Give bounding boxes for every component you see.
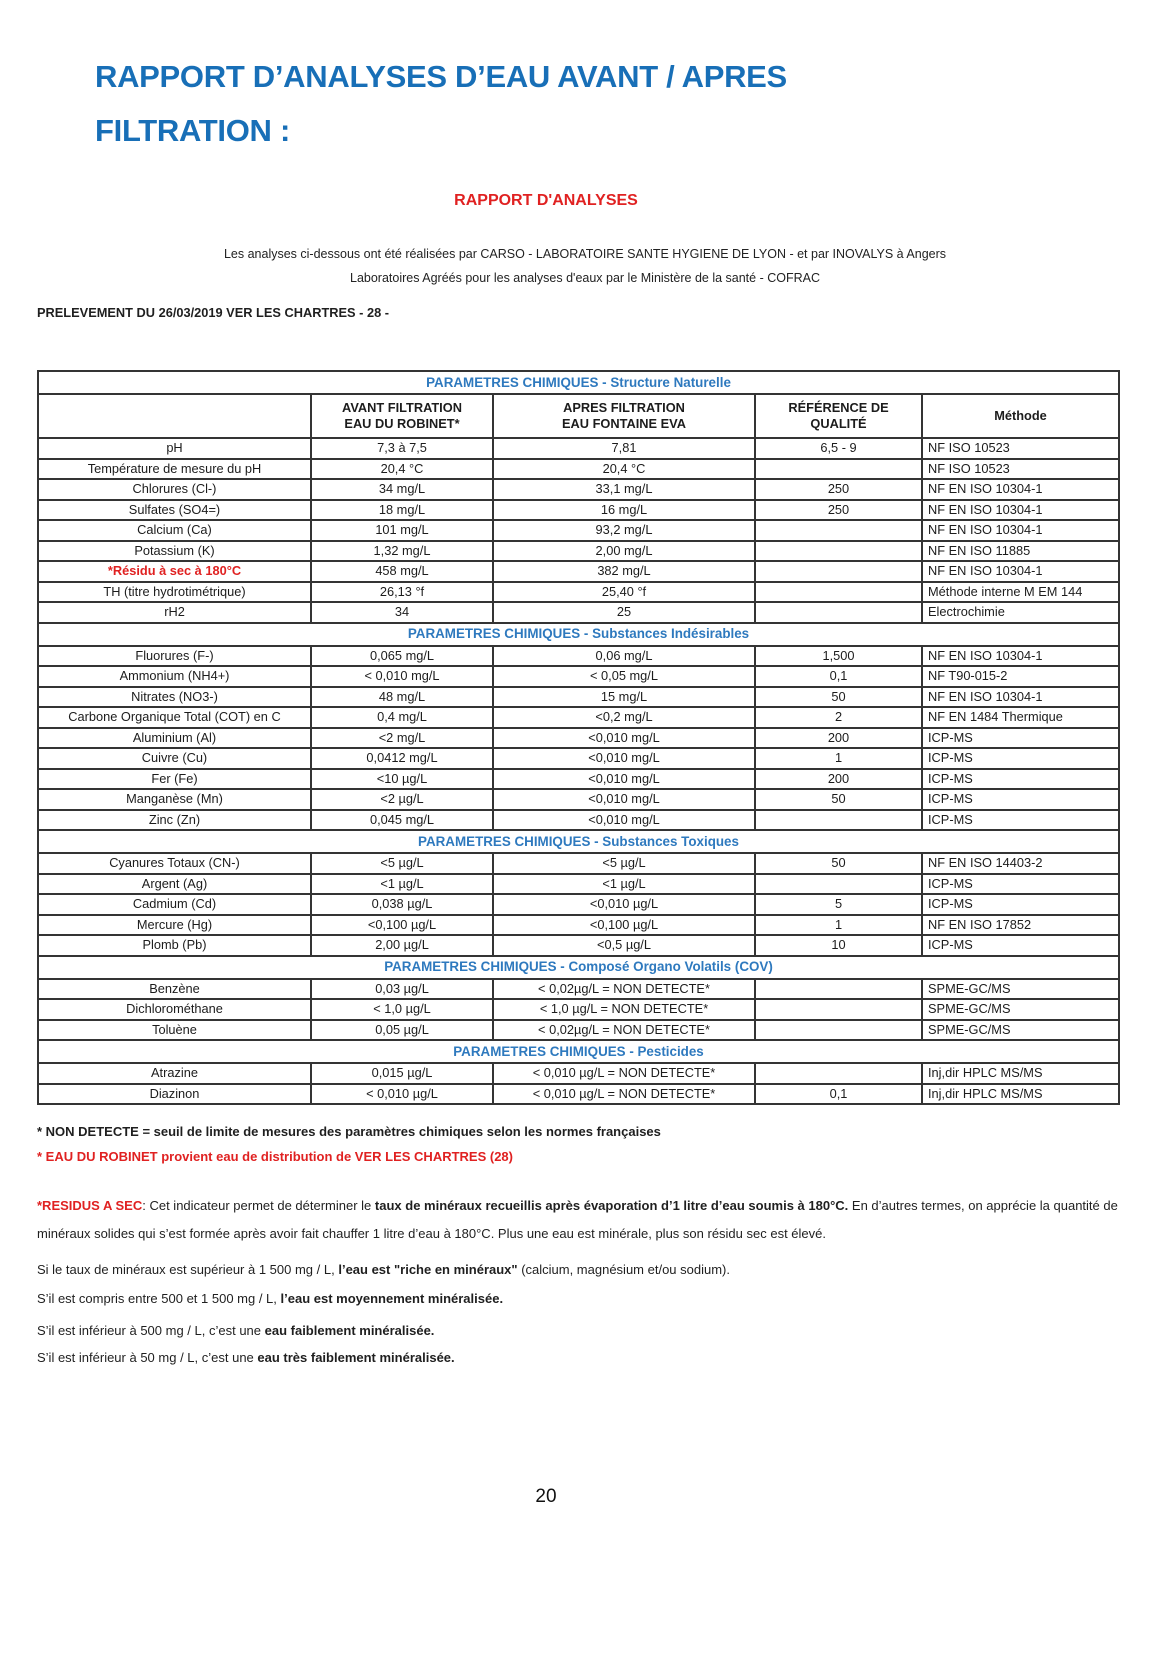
param-cell: Potassium (K) [38, 541, 311, 562]
lab-line-2: Laboratoires Agréés pour les analyses d'eaux par le Ministère de la santé - COFRAC [350, 271, 820, 285]
apres-filtration-cell: 7,81 [493, 438, 755, 459]
table-row [38, 999, 1119, 1020]
section-title: PARAMETRES CHIMIQUES - Pesticides [38, 1040, 1119, 1063]
param-cell: Diazinon [38, 1084, 311, 1105]
methode-cell: Electrochimie [922, 602, 1119, 623]
section-title: PARAMETRES CHIMIQUES - Composé Organo Volatils (COV) [38, 956, 1119, 979]
param-cell: Plomb (Pb) [38, 935, 311, 956]
table-row [38, 1084, 1119, 1105]
param-cell: Aluminium (Al) [38, 728, 311, 749]
methode-cell: ICP-MS [922, 810, 1119, 831]
methode-cell: NF EN ISO 10304-1 [922, 561, 1119, 582]
methode-cell: ICP-MS [922, 789, 1119, 810]
table-row [38, 666, 1119, 687]
param-cell: Nitrates (NO3-) [38, 687, 311, 708]
section-title: PARAMETRES CHIMIQUES - Substances Indésirables [38, 623, 1119, 646]
reference-qualite-cell [755, 602, 922, 623]
methode-cell: NF EN ISO 10304-1 [922, 500, 1119, 521]
section-header-row [38, 1040, 1119, 1063]
param-cell: TH (titre hydrotimétrique) [38, 582, 311, 603]
param-cell: Fluorures (F-) [38, 646, 311, 667]
residus-part2: taux de minéraux recueillis après évaporation d’1 litre d’eau soumis à 180°C. [374, 1198, 849, 1213]
avant-filtration-cell: 48 mg/L [311, 687, 493, 708]
param-cell: *Résidu à sec à 180°C [38, 561, 311, 582]
apres-filtration-cell: <0,100 µg/L [493, 915, 755, 936]
column-header-methode: Méthode [922, 394, 1119, 438]
avant-filtration-cell: 0,0412 mg/L [311, 748, 493, 769]
avant-filtration-cell: 0,03 µg/L [311, 979, 493, 1000]
param-cell: Carbone Organique Total (COT) en C [38, 707, 311, 728]
apres-filtration-cell: <0,010 µg/L [493, 894, 755, 915]
avant-filtration-cell: 18 mg/L [311, 500, 493, 521]
page-number: 20 [535, 1486, 557, 1507]
report-heading: RAPPORT D'ANALYSES [454, 192, 638, 209]
reference-qualite-cell [755, 979, 922, 1000]
avant-filtration-cell: <2 mg/L [311, 728, 493, 749]
avant-filtration-cell: 1,32 mg/L [311, 541, 493, 562]
column-header-apres-line2: EAU FONTAINE EVA [562, 416, 686, 431]
table-row [38, 707, 1119, 728]
note-moy-part2: l’eau est moyennement minéralisée. [280, 1291, 504, 1306]
methode-cell: NF EN ISO 10304-1 [922, 646, 1119, 667]
table-row [38, 769, 1119, 790]
avant-filtration-cell: 26,13 °f [311, 582, 493, 603]
avant-filtration-cell: 34 [311, 602, 493, 623]
apres-filtration-cell: 382 mg/L [493, 561, 755, 582]
residus-paragraph-line2: minéraux solides qui s’est formée après avoir fait chauffer 1 litre d’eau à 180°C. Plus une eau est minérale, plus son résidu sec est élevé. [37, 1226, 826, 1241]
avant-filtration-cell: <10 µg/L [311, 769, 493, 790]
apres-filtration-cell: <0,010 mg/L [493, 810, 755, 831]
note-riche-part2: l’eau est "riche en minéraux" [338, 1262, 518, 1277]
avant-filtration-cell: <1 µg/L [311, 874, 493, 895]
note-tfaible-part1: S’il est inférieur à 50 mg / L, c’est une [37, 1350, 258, 1365]
methode-cell: SPME-GC/MS [922, 999, 1119, 1020]
table-row [38, 479, 1119, 500]
section-header-row [38, 371, 1119, 394]
table-row [38, 438, 1119, 459]
methode-cell: ICP-MS [922, 894, 1119, 915]
methode-cell: NF EN ISO 17852 [922, 915, 1119, 936]
param-cell: Dichlorométhane [38, 999, 311, 1020]
apres-filtration-cell: <0,010 mg/L [493, 789, 755, 810]
table-row [38, 935, 1119, 956]
reference-qualite-cell: 200 [755, 728, 922, 749]
avant-filtration-cell: 0,045 mg/L [311, 810, 493, 831]
section-title: PARAMETRES CHIMIQUES - Structure Naturelle [38, 371, 1119, 394]
section-header-row [38, 830, 1119, 853]
apres-filtration-cell: 2,00 mg/L [493, 541, 755, 562]
reference-qualite-cell: 10 [755, 935, 922, 956]
table-row [38, 789, 1119, 810]
param-cell: Mercure (Hg) [38, 915, 311, 936]
column-header-avant-line2: EAU DU ROBINET* [344, 416, 460, 431]
table-row [38, 520, 1119, 541]
avant-filtration-cell: 0,015 µg/L [311, 1063, 493, 1084]
table-row [38, 1063, 1119, 1084]
table-row [38, 582, 1119, 603]
table-row [38, 687, 1119, 708]
residus-part3: En d’autres termes, on apprécie la quantité de [848, 1198, 1118, 1213]
section-header-row [38, 956, 1119, 979]
apres-filtration-cell: < 0,010 µg/L = NON DETECTE* [493, 1063, 755, 1084]
apres-filtration-cell: 20,4 °C [493, 459, 755, 480]
methode-cell: Inj,dir HPLC MS/MS [922, 1084, 1119, 1105]
apres-filtration-cell: <0,010 mg/L [493, 748, 755, 769]
param-cell: Ammonium (NH4+) [38, 666, 311, 687]
section-header-row [38, 623, 1119, 646]
apres-filtration-cell: <0,2 mg/L [493, 707, 755, 728]
reference-qualite-cell: 1 [755, 748, 922, 769]
apres-filtration-cell: < 0,02µg/L = NON DETECTE* [493, 1020, 755, 1041]
methode-cell: Inj,dir HPLC MS/MS [922, 1063, 1119, 1084]
param-cell: rH2 [38, 602, 311, 623]
reference-qualite-cell: 50 [755, 789, 922, 810]
avant-filtration-cell: 101 mg/L [311, 520, 493, 541]
avant-filtration-cell: 20,4 °C [311, 459, 493, 480]
avant-filtration-cell: 0,4 mg/L [311, 707, 493, 728]
methode-cell: NF T90-015-2 [922, 666, 1119, 687]
note-riche-mineraux [37, 1262, 1170, 1277]
reference-qualite-cell [755, 1063, 922, 1084]
reference-qualite-cell: 250 [755, 479, 922, 500]
note-tfaible-part2: eau très faiblement minéralisée. [257, 1350, 455, 1365]
note-moyennement-mineralisee [37, 1291, 1170, 1306]
methode-cell: SPME-GC/MS [922, 1020, 1119, 1041]
param-cell: Sulfates (SO4=) [38, 500, 311, 521]
avant-filtration-cell: 0,038 µg/L [311, 894, 493, 915]
column-header-row [38, 394, 1119, 438]
apres-filtration-cell: 25,40 °f [493, 582, 755, 603]
avant-filtration-cell: 0,065 mg/L [311, 646, 493, 667]
reference-qualite-cell [755, 541, 922, 562]
column-header-empty [38, 394, 311, 438]
methode-cell: ICP-MS [922, 874, 1119, 895]
methode-cell: ICP-MS [922, 728, 1119, 749]
param-cell: Température de mesure du pH [38, 459, 311, 480]
methode-cell: Méthode interne M EM 144 [922, 582, 1119, 603]
apres-filtration-cell: <5 µg/L [493, 853, 755, 874]
page-title-line1: RAPPORT D’ANALYSES D’EAU AVANT / APRES [95, 59, 787, 94]
analysis-table [37, 370, 1120, 1105]
param-cell: Cyanures Totaux (CN-) [38, 853, 311, 874]
note-riche-part1: Si le taux de minéraux est supérieur à 1 500 mg / L, [37, 1262, 339, 1277]
footnote-non-detecte: * NON DETECTE = seuil de limite de mesures des paramètres chimiques selon les normes françaises [37, 1124, 661, 1139]
methode-cell: ICP-MS [922, 748, 1119, 769]
reference-qualite-cell: 50 [755, 687, 922, 708]
note-faible-part2: eau faiblement minéralisée. [264, 1323, 435, 1338]
avant-filtration-cell: <5 µg/L [311, 853, 493, 874]
param-cell: Zinc (Zn) [38, 810, 311, 831]
param-cell: Benzène [38, 979, 311, 1000]
table-row [38, 459, 1119, 480]
note-faiblement-mineralisee [37, 1323, 1170, 1338]
reference-qualite-cell [755, 520, 922, 541]
table-row [38, 810, 1119, 831]
apres-filtration-cell: <1 µg/L [493, 874, 755, 895]
residus-paragraph-line1 [37, 1198, 1170, 1213]
column-header-apres-line1: APRES FILTRATION [563, 400, 685, 415]
table-row [38, 853, 1119, 874]
apres-filtration-cell: 15 mg/L [493, 687, 755, 708]
avant-filtration-cell: <2 µg/L [311, 789, 493, 810]
param-cell: Fer (Fe) [38, 769, 311, 790]
table-row [38, 894, 1119, 915]
table-row [38, 915, 1119, 936]
param-cell: Toluène [38, 1020, 311, 1041]
methode-cell: ICP-MS [922, 769, 1119, 790]
methode-cell: SPME-GC/MS [922, 979, 1119, 1000]
reference-qualite-cell [755, 999, 922, 1020]
table-row [38, 561, 1119, 582]
reference-qualite-cell: 250 [755, 500, 922, 521]
apres-filtration-cell: <0,010 mg/L [493, 769, 755, 790]
apres-filtration-cell: 0,06 mg/L [493, 646, 755, 667]
lab-line-1: Les analyses ci-dessous ont été réalisées par CARSO - LABORATOIRE SANTE HYGIENE DE LYON - et par INOVALYS à Angers [223, 247, 947, 261]
avant-filtration-cell: 34 mg/L [311, 479, 493, 500]
residus-label: *RESIDUS A SEC [37, 1198, 143, 1213]
column-header-avant-line1: AVANT FILTRATION [342, 400, 462, 415]
apres-filtration-cell: 33,1 mg/L [493, 479, 755, 500]
apres-filtration-cell: 25 [493, 602, 755, 623]
methode-cell: NF EN ISO 10304-1 [922, 520, 1119, 541]
param-cell: pH [38, 438, 311, 459]
footnote-eau-robinet: * EAU DU ROBINET provient eau de distribution de VER LES CHARTRES (28) [37, 1149, 513, 1164]
avant-filtration-cell: 2,00 µg/L [311, 935, 493, 956]
note-riche-part3: (calcium, magnésium et/ou sodium). [517, 1262, 730, 1277]
table-row [38, 500, 1119, 521]
table-row [38, 602, 1119, 623]
table-row [38, 646, 1119, 667]
reference-qualite-cell [755, 1020, 922, 1041]
reference-qualite-cell: 5 [755, 894, 922, 915]
note-moy-part1: S’il est compris entre 500 et 1 500 mg / L, [37, 1291, 281, 1306]
methode-cell: NF EN ISO 10304-1 [922, 479, 1119, 500]
section-title: PARAMETRES CHIMIQUES - Substances Toxiques [38, 830, 1119, 853]
reference-qualite-cell: 50 [755, 853, 922, 874]
reference-qualite-cell: 0,1 [755, 1084, 922, 1105]
avant-filtration-cell: < 0,010 µg/L [311, 1084, 493, 1105]
reference-qualite-cell [755, 459, 922, 480]
prelevement-line: PRELEVEMENT DU 26/03/2019 VER LES CHARTRES - 28 - [37, 305, 390, 320]
param-cell: Cuivre (Cu) [38, 748, 311, 769]
residus-part1: : Cet indicateur permet de déterminer le [142, 1198, 375, 1213]
methode-cell: NF EN ISO 10304-1 [922, 687, 1119, 708]
column-header-avant [311, 394, 493, 438]
table-row [38, 979, 1119, 1000]
table-row [38, 874, 1119, 895]
methode-cell: NF ISO 10523 [922, 438, 1119, 459]
reference-qualite-cell: 1 [755, 915, 922, 936]
apres-filtration-cell: 16 mg/L [493, 500, 755, 521]
apres-filtration-cell: <0,5 µg/L [493, 935, 755, 956]
avant-filtration-cell: 458 mg/L [311, 561, 493, 582]
table-row [38, 748, 1119, 769]
reference-qualite-cell [755, 874, 922, 895]
param-cell: Argent (Ag) [38, 874, 311, 895]
note-tres-faiblement-mineralisee [37, 1350, 1170, 1365]
reference-qualite-cell [755, 561, 922, 582]
table-row [38, 541, 1119, 562]
avant-filtration-cell: <0,100 µg/L [311, 915, 493, 936]
table-row [38, 728, 1119, 749]
reference-qualite-cell: 2 [755, 707, 922, 728]
page-title-line2: FILTRATION : [95, 113, 290, 148]
methode-cell: NF EN ISO 11885 [922, 541, 1119, 562]
apres-filtration-cell: < 1,0 µg/L = NON DETECTE* [493, 999, 755, 1020]
table-row [38, 1020, 1119, 1041]
apres-filtration-cell: 93,2 mg/L [493, 520, 755, 541]
avant-filtration-cell: 0,05 µg/L [311, 1020, 493, 1041]
methode-cell: NF ISO 10523 [922, 459, 1119, 480]
avant-filtration-cell: < 1,0 µg/L [311, 999, 493, 1020]
apres-filtration-cell: <0,010 mg/L [493, 728, 755, 749]
note-faible-part1: S’il est inférieur à 500 mg / L, c’est une [37, 1323, 265, 1338]
methode-cell: ICP-MS [922, 935, 1119, 956]
avant-filtration-cell: < 0,010 mg/L [311, 666, 493, 687]
column-header-apres [493, 394, 755, 438]
reference-qualite-cell [755, 582, 922, 603]
column-header-reference: RÉFÉRENCE DE QUALITÉ [755, 394, 922, 438]
param-cell: Manganèse (Mn) [38, 789, 311, 810]
reference-qualite-cell: 1,500 [755, 646, 922, 667]
apres-filtration-cell: < 0,05 mg/L [493, 666, 755, 687]
param-cell: Calcium (Ca) [38, 520, 311, 541]
methode-cell: NF EN 1484 Thermique [922, 707, 1119, 728]
reference-qualite-cell: 6,5 - 9 [755, 438, 922, 459]
page-title [95, 50, 787, 158]
apres-filtration-cell: < 0,02µg/L = NON DETECTE* [493, 979, 755, 1000]
avant-filtration-cell: 7,3 à 7,5 [311, 438, 493, 459]
param-cell: Chlorures (Cl-) [38, 479, 311, 500]
methode-cell: NF EN ISO 14403-2 [922, 853, 1119, 874]
apres-filtration-cell: < 0,010 µg/L = NON DETECTE* [493, 1084, 755, 1105]
param-cell: Cadmium (Cd) [38, 894, 311, 915]
param-cell: Atrazine [38, 1063, 311, 1084]
reference-qualite-cell [755, 810, 922, 831]
reference-qualite-cell: 200 [755, 769, 922, 790]
reference-qualite-cell: 0,1 [755, 666, 922, 687]
